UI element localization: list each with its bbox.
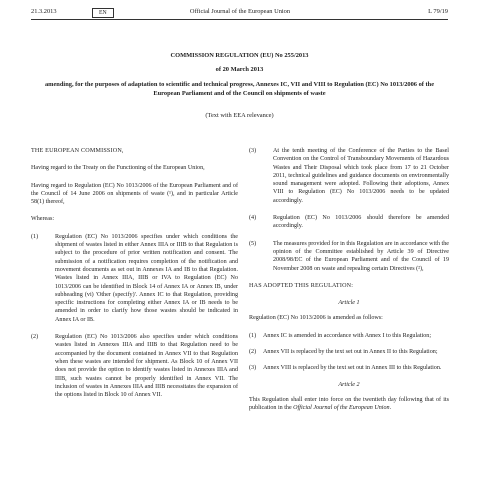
recital	[31, 333, 238, 399]
amendment-number: (1)	[249, 332, 257, 339]
recital-text: At the tenth meeting of the Conference of the Parties to the Basel Convention on the Control of Transboundary Movements of Hazardous Wastes and Their Disposal which took place from 17 to 21 October 2011, technical guidelines and guidance documents on environmentally sound management were adopted. Following their adoptions, Annex VIII to Regulation (EC) No 1013/2006 needs to be updated accordingly.	[273, 148, 449, 204]
header-rule	[31, 19, 448, 20]
amendment-number: (2)	[249, 349, 257, 356]
recital-text: The measures provided for in this Regulation are in accordance with the opinion of the Committee established by Article 39 of Directive 2008/98/EC of the European Parliament and of the Council of 19 November 2008 on waste and repealing certain Directives (²),	[273, 240, 449, 272]
eea-relevance: (Text with EEA relevance)	[205, 112, 274, 119]
recital	[249, 240, 449, 273]
amendment-number: (3)	[249, 365, 257, 372]
regulation-title: COMMISSION REGULATION (EU) No 255/2013	[170, 52, 309, 59]
article-2-text-main: This Regulation shall enter into force on the twentieth day following that of its publication in the	[249, 396, 449, 412]
recital-number: (2)	[31, 334, 39, 341]
having-regard-regulation: Having regard to Regulation (EC) No 1013/2006 of the European Parliament and of the Council of 14 June 2006 on shipments of waste (¹), and in particular Article 58(1) thereof,	[31, 182, 238, 206]
amendment-item	[249, 348, 449, 356]
having-regard-treaty: Having regard to the Treaty on the Functioning of the European Union,	[31, 165, 205, 172]
page-header	[0, 6, 480, 18]
article-2-text	[249, 396, 449, 413]
amendment-text: Annex VIII is replaced by the text set out in Annex III to this Regulation.	[263, 365, 442, 372]
article-1-title: Article 1	[338, 300, 360, 307]
journal-name: Official Journal of the European Union	[189, 8, 291, 15]
article-2-title: Article 2	[338, 381, 360, 388]
recital-number: (4)	[249, 215, 257, 222]
journal-reference: Official Journal of the European Union	[293, 405, 390, 412]
regulation-date: of 20 March 2013	[215, 66, 264, 73]
left-column	[31, 147, 238, 408]
recital-number: (1)	[31, 233, 39, 240]
article-2-text-end: .	[389, 405, 392, 412]
amendment-item	[249, 364, 449, 372]
recital-text: Regulation (EC) No 1013/2006 specifies under which conditions the shipment of wastes listed in either Annex IIIA or IIIB to that Regulation is subject to the procedure of prior written notification and consent. The submission of a notification requires completion of the notification and movement documents as set out in Annexes IA and IB to that Regulation. Wastes listed in Annex IIIA, IIIB or IVA to Regulation (EC) No 1013/2006 can be identified in Block 14 of Annex IA or Annex IB, under subheading (vi) 'Other (specify)'. Annex IC to that Regulation, providing specific instructions for completing either Annex IA or IB needs to be amended in order to clarify how those wastes should be indicated in Annex IA or IB.	[55, 233, 238, 323]
recital-text: Regulation (EC) No 1013/2006 also specifies under which conditions wastes listed in Annexes IIIA and IIIB to that Regulation need to be accompanied by the document contained in Annex VII to that Regulation when these wastes are intended for shipment. As Block 10 of Annex VII does not provide the option to identify wastes listed in Annexes IIIA and IIIB, such wastes cannot be properly identified in Annex VII. The inclusion of wastes in Annexes IIIA and IIIB necessitates the expansion of the options listed in Block 10 of Annex VII.	[55, 334, 238, 399]
amendment-item	[249, 332, 449, 340]
article-1-intro: Regulation (EC) No 1013/2006 is amended as follows:	[249, 315, 383, 322]
language-badge: EN	[92, 8, 114, 18]
recital-text: Regulation (EC) No 1013/2006 should therefore be amended accordingly.	[273, 215, 449, 230]
recital-number: (3)	[249, 148, 257, 154]
recital-number: (5)	[249, 240, 257, 247]
whereas-heading: Whereas:	[31, 216, 55, 223]
recital	[31, 233, 238, 324]
publication-date: 21.3.2013	[31, 8, 57, 15]
adopted-heading: HAS ADOPTED THIS REGULATION:	[249, 282, 354, 289]
right-column	[249, 147, 449, 422]
commission-heading: THE EUROPEAN COMMISSION,	[31, 148, 124, 154]
page-number: L 79/19	[428, 8, 448, 15]
regulation-subject: amending, for the purposes of adaptation to scientific and technical progress, Annexes IC, VII and VIII to Regulation (EC) No 1013/2006 of the European Parliament and of the Council on shipments of waste	[44, 81, 435, 97]
recital	[249, 214, 449, 231]
amendment-text: Annex IC is amended in accordance with Annex I to this Regulation;	[263, 332, 432, 339]
amendment-text: Annex VII is replaced by the text set out in Annex II to this Regulation;	[263, 349, 438, 356]
recital	[249, 147, 449, 205]
